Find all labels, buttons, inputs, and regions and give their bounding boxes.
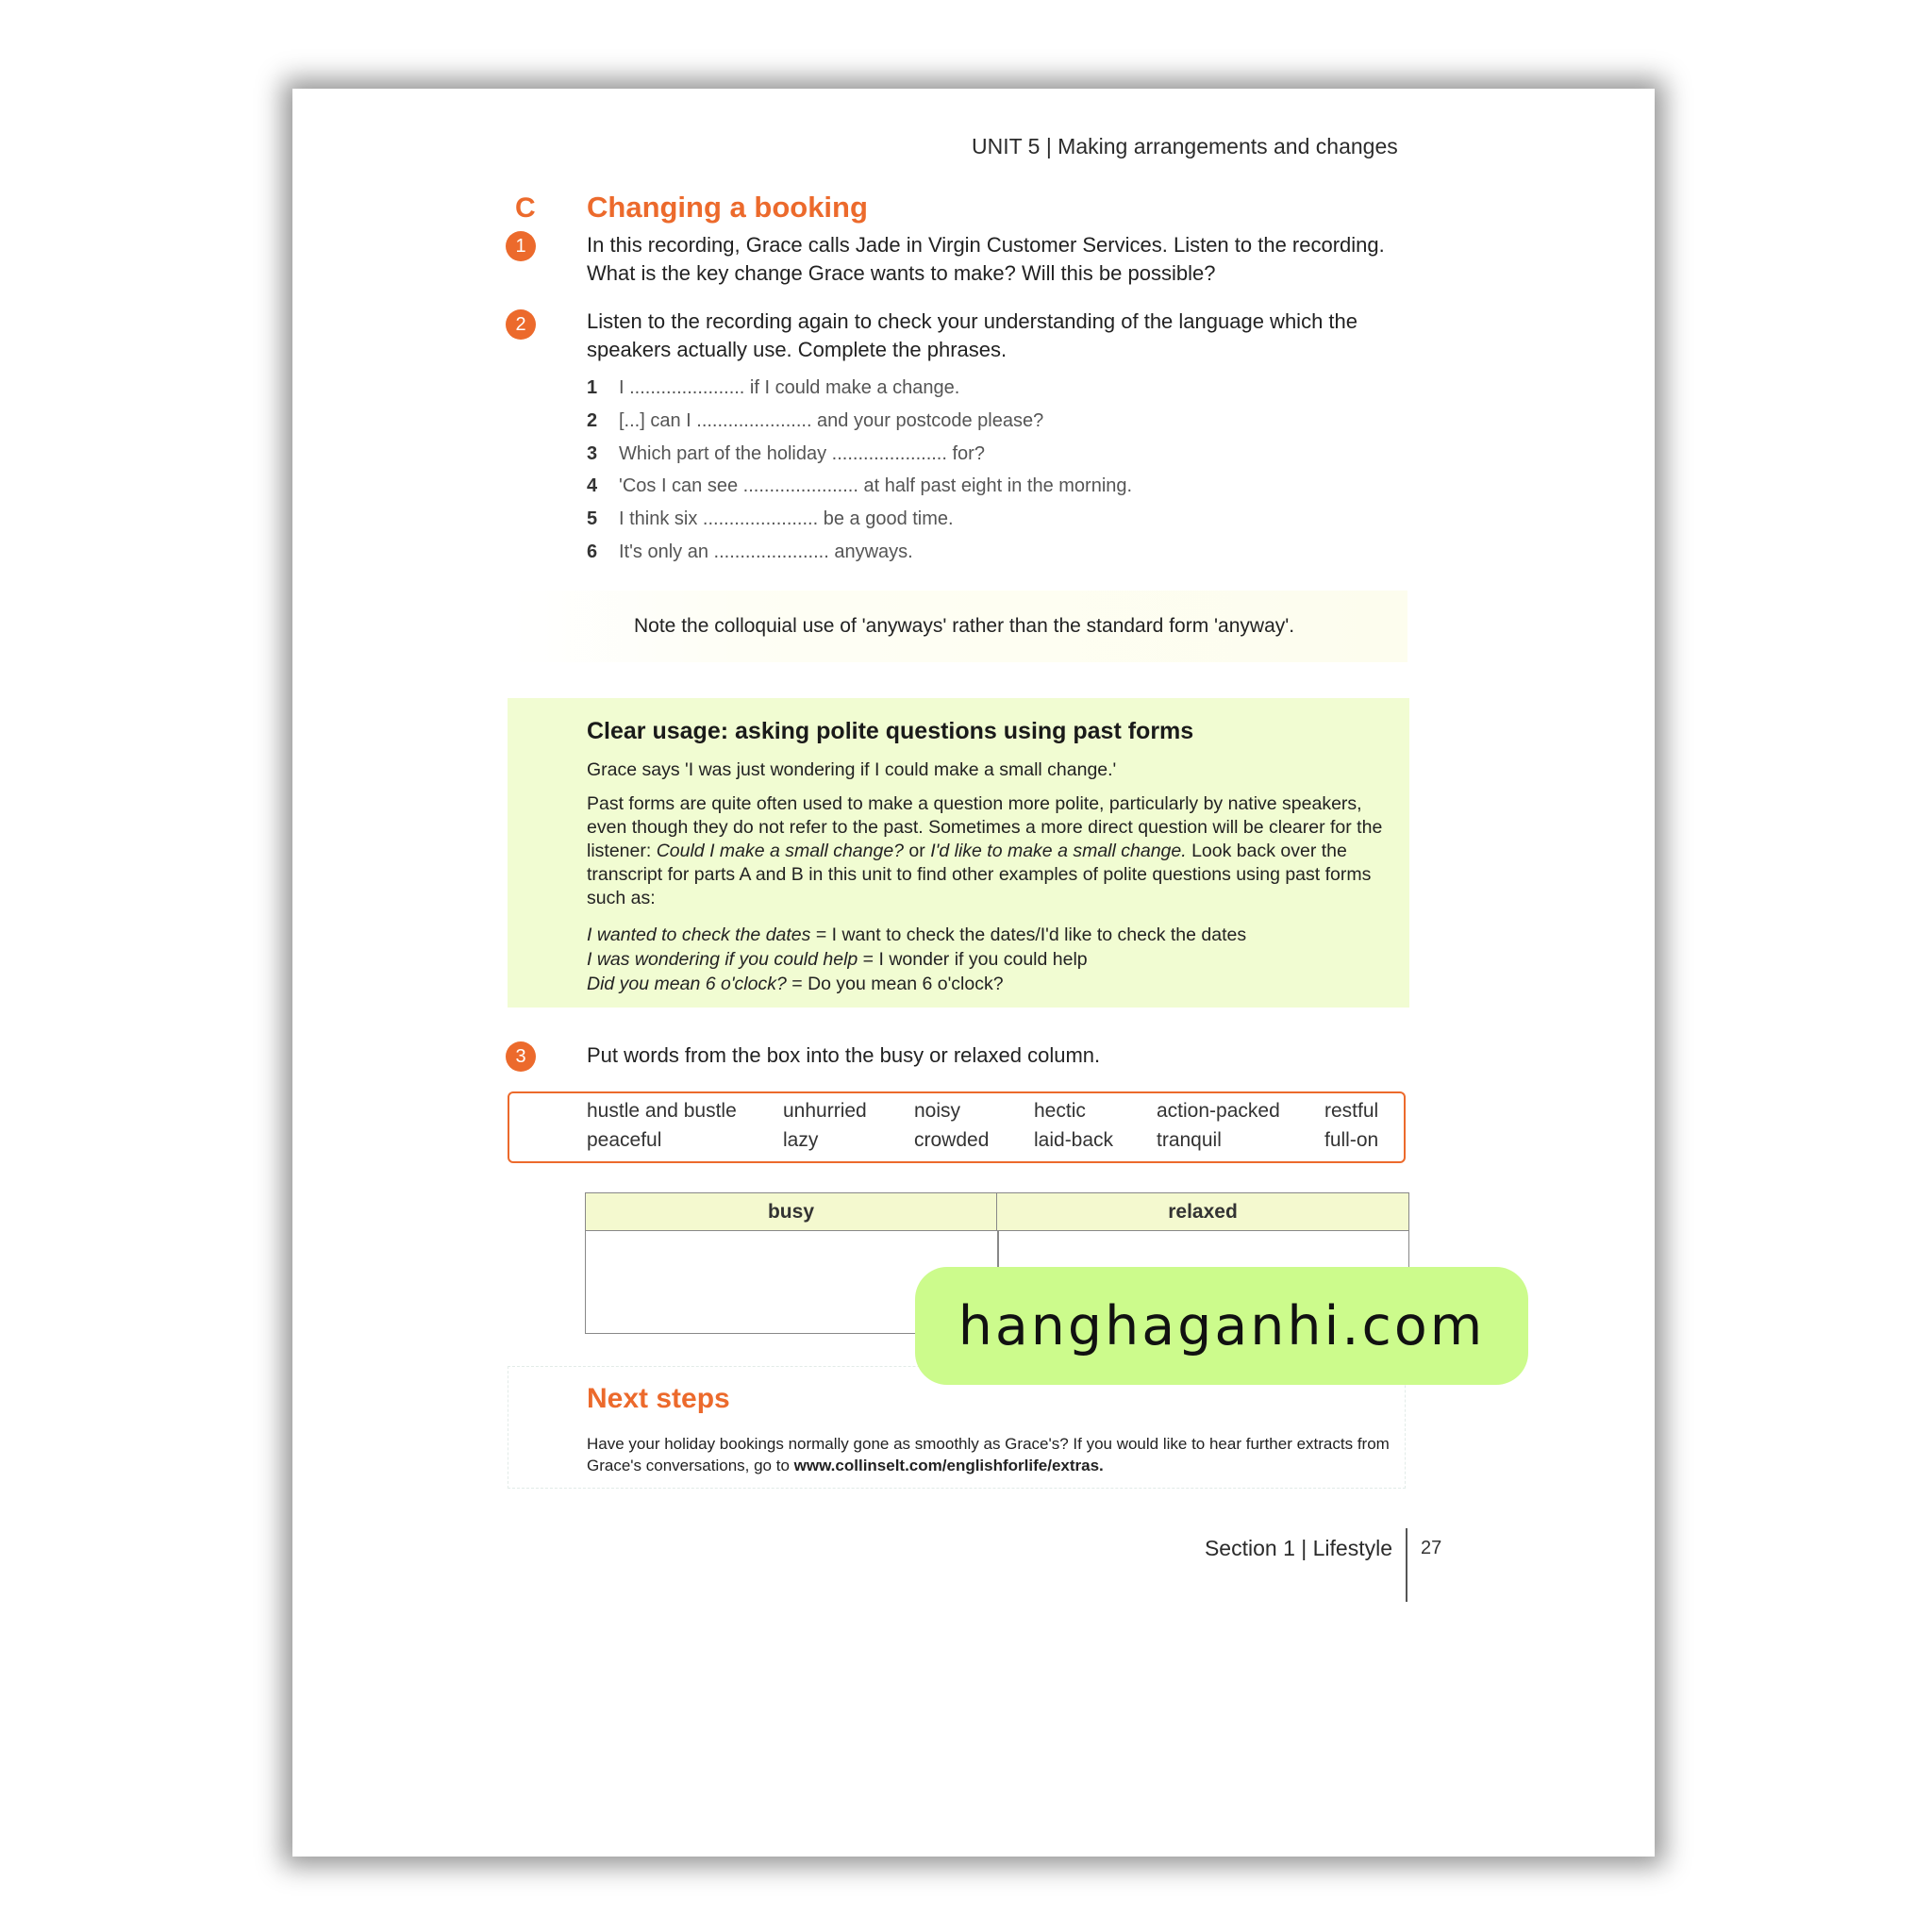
footer-divider [1406,1528,1407,1602]
word-item: full-on [1324,1129,1379,1151]
clear-usage-paragraph: Past forms are quite often used to make a question more polite, particularly by native speakers, even though they do not refer to the past. Sometimes a more direct question will be clearer for the listener: Could I make a small change? or I'd like to make a small change. Look back over the transcript for parts A and B in this unit to find other examples of polite questions using past forms such as: [587,793,1383,908]
word-item: restful [1324,1100,1379,1122]
footer-section-label: Section 1 | Lifestyle [1204,1536,1392,1560]
word-item: crowded [914,1129,990,1151]
list-item: 1 I ...................... if I could make a change. [587,377,960,398]
note-text: Note the colloquial use of 'anyways' rather than the standard form 'anyway'. [634,615,1295,637]
word-item: hustle and bustle [587,1100,737,1122]
example-line: I wanted to check the dates = I want to check the dates/I'd like to check the dates [587,924,1247,945]
exercise-number-1: 1 [506,231,536,261]
word-item: action-packed [1157,1100,1280,1122]
watermark-banner: hanghaganhi.com [915,1267,1528,1385]
word-item: noisy [914,1100,961,1122]
exercise-3-instruction: Put words from the box into the busy or relaxed column. [587,1043,1101,1067]
next-steps-title: Next steps [587,1383,730,1414]
section-title: Changing a booking [587,191,868,224]
word-item: hectic [1034,1100,1086,1122]
list-item: 4 'Cos I can see ...................... at half past eight in the morning. [587,475,1133,497]
list-item: 2 [...] can I ...................... and your postcode please? [587,409,1044,431]
exercise-number-3: 3 [506,1041,536,1072]
word-item: unhurried [783,1100,867,1122]
word-item: tranquil [1157,1129,1222,1151]
unit-header: UNIT 5 | Making arrangements and changes [972,134,1398,158]
exercise-2-instruction: Listen to the recording again to check your understanding of the language which the speakers actually use. Complete the phrases. [587,309,1357,361]
column-header-relaxed: relaxed [997,1193,1408,1231]
example-line: Did you mean 6 o'clock? = Do you mean 6 o'clock? [587,974,1004,994]
word-item: peaceful [587,1129,662,1151]
clear-usage-title: Clear usage: asking polite questions using past forms [587,718,1194,744]
word-item: laid-back [1034,1129,1114,1151]
word-item: lazy [783,1129,819,1151]
list-item: 6 It's only an ...................... anyways. [587,541,913,562]
section-letter: C [515,192,536,224]
clear-usage-quote: Grace says 'I was just wondering if I could make a small change.' [587,759,1117,780]
exercise-number-2: 2 [506,309,536,340]
exercise-1-instruction: In this recording, Grace calls Jade in Virgin Customer Services. Listen to the recording. What is the key change Grace wants to make? Will this be possible? [587,233,1385,285]
example-line: I was wondering if you could help = I wonder if you could help [587,949,1088,970]
page-number: 27 [1421,1538,1442,1558]
next-steps-text: Have your holiday bookings normally gone as smoothly as Grace's? If you would like to hear further extracts from Grace's conversations, go to www.collinselt.com/englishforlife/extras. [587,1435,1390,1474]
phrase-list [587,372,1132,569]
clear-usage-examples [587,923,1246,996]
list-item: 3 Which part of the holiday ...................... for? [587,442,985,464]
extras-link[interactable]: www.collinselt.com/englishforlife/extras. [793,1457,1104,1474]
column-header-busy: busy [586,1193,997,1231]
list-item: 5 I think six ...................... be a good time. [587,508,954,530]
